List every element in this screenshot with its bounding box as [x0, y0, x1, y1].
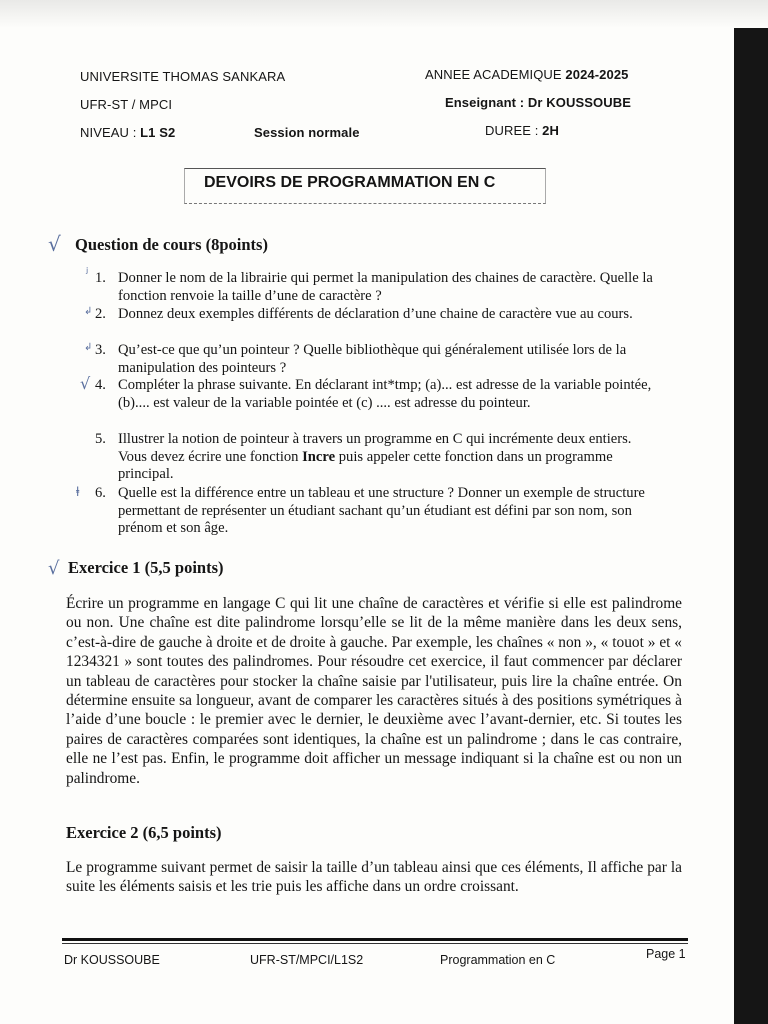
university-name: UNIVERSITE THOMAS SANKARA: [80, 69, 286, 84]
checkmark-icon: ↲: [84, 306, 93, 317]
footer-author: Dr KOUSSOUBE: [64, 953, 160, 967]
question-number: 6.: [95, 485, 106, 501]
checkmark-icon: ↲: [84, 342, 93, 353]
question-text: Donnez deux exemples différents de déclaration d’une chaine de caractère vue au cours.: [118, 306, 633, 322]
question-text: Qu’est-ce que qu’un pointeur ? Quelle bibliothèque qui généralement utilisée lors de la manipulation des pointeurs ?: [118, 342, 627, 376]
exercise2-heading: Exercice 2 (6,5 points): [66, 823, 222, 842]
page-top-shadow: [0, 0, 768, 28]
niveau-line: [80, 125, 175, 140]
checkmark-icon: ʲ: [86, 266, 89, 281]
function-name: Incre: [302, 448, 336, 465]
enseignant-label: Enseignant : Dr KOUSSOUBE: [445, 95, 631, 110]
question-text: [118, 431, 663, 484]
exercise1-body: Écrire un programme en langage C qui lit une chaîne de caractères et vérifie si elle est palindrome ou non. Une chaîne est dite palindrome lorsqu’elle se lit de la même manière dans les deux sens, c’est-à-dire de gauche à droite et de droite à gauche. Par exemple, les chaînes « non », « touot » et « 1234321 » sont toutes des palindromes. Pour résoudre cet exercice, il faut commencer par déclarer un tableau de caractères pour stocker la chaîne saisie par l'utilisateur, puis lire la chaîne entrée. On détermine ensuite sa longueur, avant de comparer les caractères situés à des positions symétriques à l’aide d’une boucle : le premier avec le dernier, le deuxième avec l’avant-dernier, etc. Si toutes les paires de caractères comparées sont identiques, la chaîne est un palindrome ; dans le cas contraire, elle ne l’est pas. Enfin, le programme doit afficher un message indiquant si la chaîne est ou non un palindrome.: [66, 595, 682, 787]
document-title: DEVOIRS DE PROGRAMMATION EN C: [204, 174, 496, 191]
annee-label: ANNEE ACADEMIQUE: [425, 67, 566, 82]
checkmark-icon: √: [48, 558, 60, 579]
checkmark-icon: ⱡ: [76, 485, 80, 499]
footer-course: Programmation en C: [440, 953, 556, 967]
duree-value: 2H: [542, 123, 559, 138]
question-text: Compléter la phrase suivante. En déclarant int*tmp; (a)... est adresse de la variable pointée, (b).... est valeur de la variable pointée et (c) .... est adresse du pointeur.: [118, 377, 652, 411]
annee-value: 2024-2025: [565, 67, 629, 82]
session-label: Session normale: [254, 125, 360, 140]
question-number: 2.: [95, 306, 106, 322]
niveau-value: L1 S2: [140, 125, 176, 140]
niveau-label: NIVEAU :: [80, 125, 141, 140]
footer-rule: [62, 938, 688, 941]
question-text: Quelle est la différence entre un tableau et une structure ? Donner un exemple de structure permettant de représenter un étudiant sachant qu’un étudiant est défini par son nom, son prénom et son âge.: [118, 485, 645, 537]
duree-line: [485, 123, 559, 138]
annee-line: [425, 67, 628, 82]
question-number: 3.: [95, 342, 106, 358]
question-number: 5.: [95, 431, 106, 447]
question-text-part: puis appeler cette fonction dans un programme principal.: [118, 448, 613, 483]
course-section-heading: Question de cours (8points): [75, 235, 268, 254]
exercise1-heading: Exercice 1 (5,5 points): [68, 558, 224, 577]
scan-dark-edge: [734, 28, 768, 1024]
exercise2-body: Le programme suivant permet de saisir la taille d’un tableau ainsi que ces éléments, Il affiche par la suite les éléments saisis et les trie puis les affiche dans un ordre croissant.: [66, 859, 682, 896]
question-number: 4.: [95, 377, 106, 393]
question-number: 1.: [95, 270, 106, 286]
ufr-label: UFR-ST / MPCI: [80, 97, 173, 112]
footer-class: UFR-ST/MPCI/L1S2: [250, 953, 364, 967]
question-text: Donner le nom de la librairie qui permet la manipulation des chaines de caractère. Quelle la fonction renvoie la taille d’une de caractère ?: [118, 270, 653, 304]
question-text-part: Illustrer la notion de pointeur à travers un programme en C qui incrémente deux entiers. Vous devez écrire une fonction: [118, 431, 632, 465]
footer-page-number: Page 1: [646, 947, 686, 961]
footer-rule-thin: [62, 943, 688, 944]
duree-label: DUREE :: [485, 123, 543, 138]
checkmark-icon: √: [48, 232, 61, 256]
checkmark-icon: √: [80, 374, 91, 393]
